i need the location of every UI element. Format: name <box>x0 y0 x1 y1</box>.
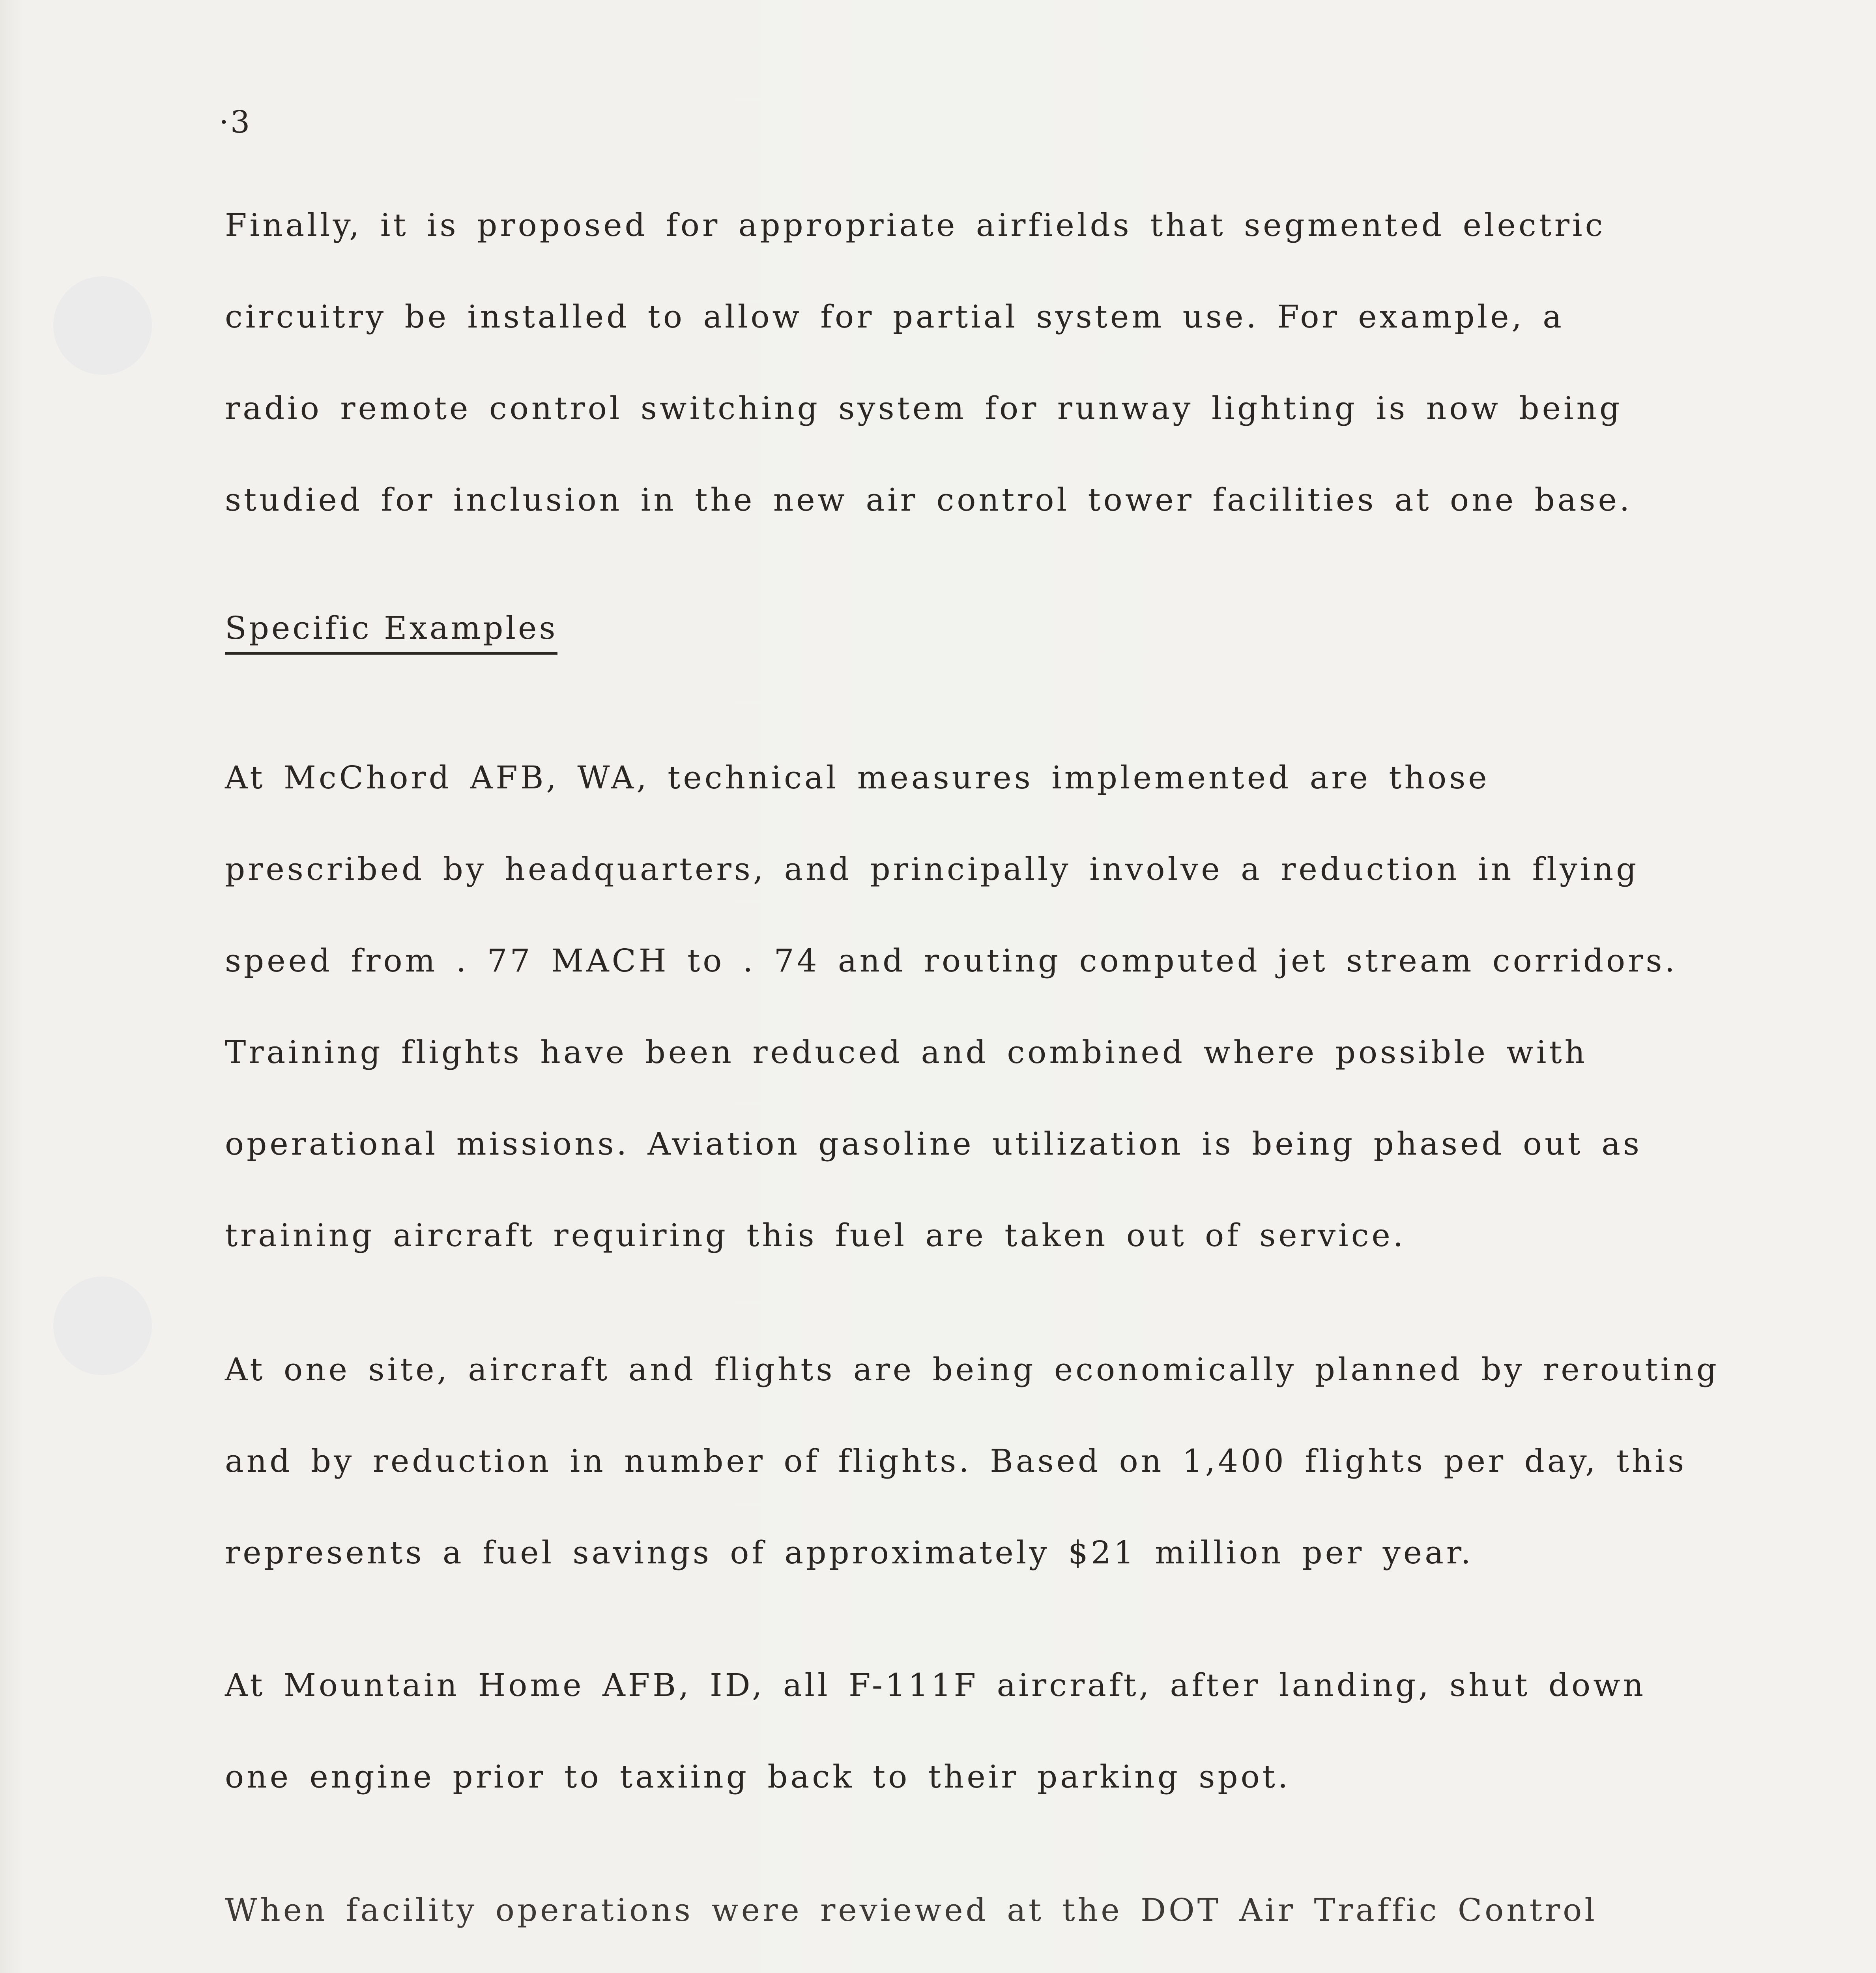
paragraph-mcchord-afb <box>225 732 1783 1281</box>
section-heading: Specific Examples <box>225 610 557 655</box>
page-number: ·3 <box>219 105 252 140</box>
text-line: Finally, it is proposed for appropriate airfields that segmented electric <box>225 207 1606 243</box>
text-line: studied for inclusion in the new air control tower facilities at one base. <box>225 481 1633 518</box>
text-line: circuitry be installed to allow for partial system use. For example, a <box>225 298 1564 335</box>
text-line: radio remote control switching system for runway lighting is now being <box>225 390 1623 427</box>
text-line: represents a fuel savings of approximately $21 million per year. <box>225 1534 1474 1571</box>
text-line: one engine prior to taxiing back to their parking spot. <box>225 1758 1291 1795</box>
punch-hole-middle <box>53 1277 152 1375</box>
paragraph-mountain-home-afb <box>225 1640 1783 1823</box>
text-line: and by reduction in number of flights. Based on 1,400 flights per day, this <box>225 1443 1687 1479</box>
text-line: When facility operations were reviewed at the DOT Air Traffic Control <box>225 1892 1597 1928</box>
paragraph-dot-atlanta-tower <box>225 1864 1783 1973</box>
punch-hole-top <box>53 276 152 375</box>
text-line: training aircraft requiring this fuel are taken out of service. <box>225 1217 1406 1254</box>
text-line <box>225 1956 1783 1973</box>
paragraph-rerouting-site <box>225 1324 1783 1599</box>
text-line: At one site, aircraft and flights are being economically planned by rerouting <box>225 1351 1719 1388</box>
text-line: prescribed by headquarters, and principally involve a reduction in flying <box>225 851 1639 887</box>
text-line: speed from . 77 MACH to . 74 and routing computed jet stream corridors. <box>225 942 1678 979</box>
text-line: Training flights have been reduced and combined where possible with <box>225 1034 1588 1071</box>
text-line: At Mountain Home AFB, ID, all F-111F aircraft, after landing, shut down <box>225 1667 1646 1703</box>
text-line: operational missions. Aviation gasoline utilization is being phased out as <box>225 1125 1642 1162</box>
paragraph-airfield-circuitry <box>225 180 1783 546</box>
text-line: At McChord AFB, WA, technical measures implemented are those <box>225 759 1490 796</box>
